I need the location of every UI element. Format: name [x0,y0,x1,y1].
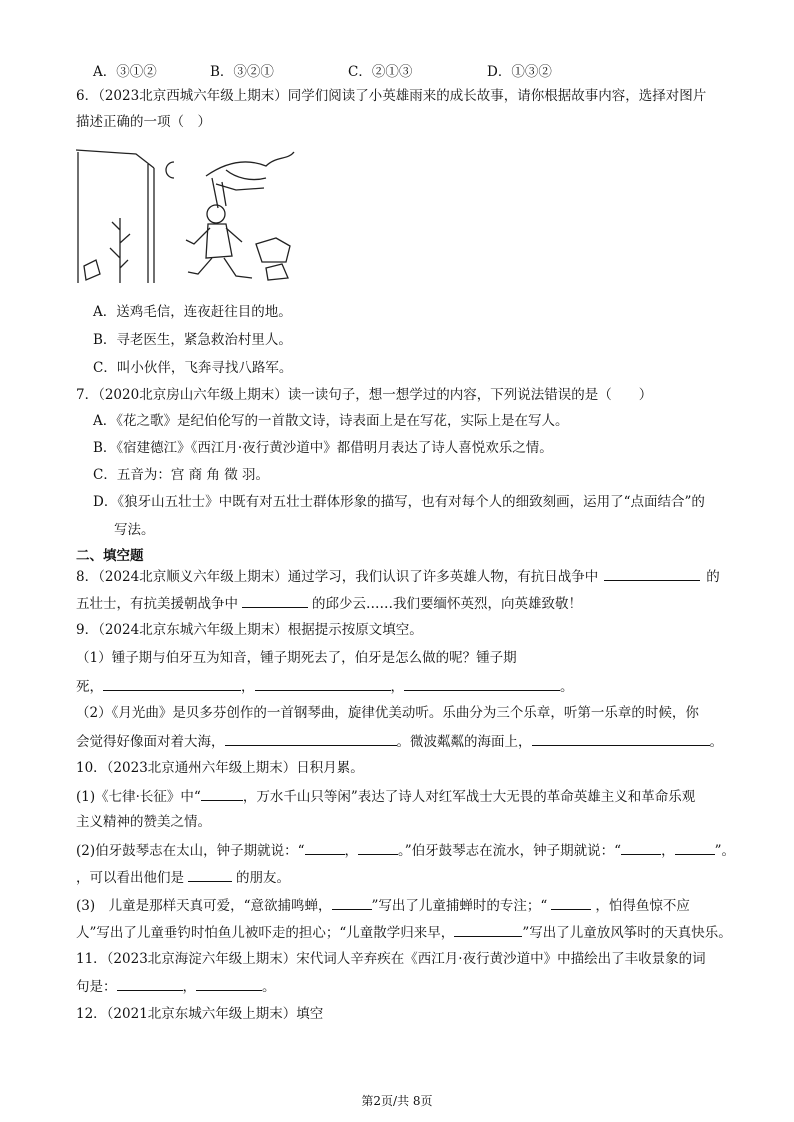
q8-text-b: 的 [706,569,720,585]
q10-p3-line2 [76,922,732,943]
q7-option-b: B．《宿建德江》《西江月·夜行黄沙道中》都借明月表达了诗人喜悦欢乐之情。 [93,440,553,456]
q10-blank-6[interactable] [188,867,232,882]
q10-text-b: ，万水千山只等闲”表达了诗人对红军战士大无畏的革命英雄主义和革命乐观 [242,789,696,805]
q9-blank-5[interactable] [532,731,710,746]
q9-text-sea: 会觉得好像面对着大海， [76,734,225,750]
q8-text-c: 五壮士，有抗美援朝战争中 [76,596,238,612]
q9-p1-line2 [76,676,574,697]
tree [206,152,294,190]
period: 。 [262,979,276,995]
boy-arm [186,228,242,244]
quote-end: ”。 [714,843,735,859]
story-illustration [76,148,298,290]
q11-line1: 11．（2023北京海淀六年级上期末）宋代词人辛弃疾在《西江月·夜行黄沙道中》中描绘出了丰收景象的词 [76,951,706,967]
q6-stem-line1: 6．（2023北京西城六年级上期末）同学们阅读了小英雄雨来的成长故事，请你根据故事内容，选择对图片 [76,88,707,104]
q10-p2-line2 [76,867,290,888]
comma: ， [390,679,404,695]
q10-text-d: 。”伯牙鼓琴志在流水，钟子期就说：“ [398,843,622,859]
q5-option-a: A．③①② [93,64,157,80]
q6-stem-line2: 描述正确的一项（ ） [76,114,211,130]
q10-text-c: (2)伯牙鼓琴志在太山，钟子期就说：“ [76,843,305,859]
q9-stem: 9．（2024北京东城六年级上期末）根据提示按原文填空。 [76,622,423,638]
q10-p3-line1 [76,895,690,916]
q5-option-b: B．③②① [210,64,274,80]
q8-blank-1[interactable] [604,566,700,581]
q10-blank-8[interactable] [551,895,591,910]
q10-blank-4[interactable] [621,840,661,855]
q9-blank-1[interactable] [103,676,241,691]
q9-text-wave: 。微波粼粼的海面上， [396,734,532,750]
q7-option-a: A．《花之歌》是纪伯伦写的一首散文诗，诗表面上是在写花，实际上是在写人。 [93,413,569,429]
q5-option-d: D．①③② [487,64,552,80]
q10-text-e: ，可以看出他们是 [76,870,184,886]
q9-blank-3[interactable] [404,676,560,691]
comma: ， [182,979,196,995]
q10-blank-1[interactable] [201,786,243,801]
boy-legs [188,258,252,278]
q9-p2-line1: （2）《月光曲》是贝多芬创作的一首钢琴曲，旋律优美动听。乐曲分为三个乐章，听第一乐章的时候，你 [76,705,699,721]
q6-option-b: B．寻老医生，紧急救治村里人。 [93,332,292,348]
rocks [256,238,290,280]
q10-text-h: ”写出了儿童捕蝉时的专注；“ [371,898,548,914]
period: 。 [709,734,723,750]
q7-stem: 7．（2020北京房山六年级上期末）读一读句子，想一想学过的内容，下列说法错误的是（ ） [76,387,653,403]
house-roof [76,150,154,168]
moon-icon [166,162,174,178]
q11-blank-2[interactable] [196,976,262,991]
q8-text-a: 8．（2024北京顺义六年级上期末）通过学习，我们认识了许多英雄人物，有抗日战争中 [76,569,599,585]
q11-line2 [76,976,276,997]
q8-text-d: 的邱少云……我们要缅怀英烈，向英雄致敬！ [312,596,582,612]
q10-blank-7[interactable] [332,895,372,910]
q6-option-a: A．送鸡毛信，连夜赶往目的地。 [93,304,292,320]
boy-head [207,205,225,223]
q7-option-d: D．《狼牙山五壮士》中既有对五壮士群体形象的描写，也有对每个人的细致刻画，运用了“点面结合”的 [93,494,705,510]
page-footer: 第2页/共 8页 [361,1094,433,1108]
q9-blank-2[interactable] [255,676,391,691]
plant [110,218,130,283]
q10-blank-5[interactable] [675,840,715,855]
period: 。 [560,679,574,695]
q9-p2-line2 [76,731,723,752]
q10-p1-line2: 主义精神的赞美之情。 [76,814,211,830]
q10-text-i: ，怕得鱼惊不应 [595,898,690,914]
q9-text-si: 死， [76,679,103,695]
q10-blank-9[interactable] [454,922,522,937]
q10-text-g: (3) 儿童是那样天真可爱，“意欲捕鸣蝉， [76,898,332,914]
q10-blank-3[interactable] [358,840,398,855]
q9-blank-4[interactable] [225,731,397,746]
q10-text-k: ”写出了儿童放风筝时的天真快乐。 [522,925,732,941]
q8-line1 [76,566,720,587]
q10-text-j: 人”写出了儿童垂钓时怕鱼儿被吓走的担心；“儿童散学归来早， [76,925,455,941]
q10-text-f: 的朋友。 [236,870,290,886]
q10-text-a: (1)《七律·长征》中“ [76,789,201,805]
q7-option-d-cont: 写法。 [114,522,155,538]
q11-blank-1[interactable] [117,976,183,991]
q9-p1-line1: （1）锺子期与伯牙互为知音，锺子期死去了，伯牙是怎么做的呢？锺子期 [76,650,517,666]
q12-line1: 12．（2021北京东城六年级上期末）填空 [76,1006,324,1022]
q10-blank-2[interactable] [305,840,345,855]
q10-stem: 10．（2023北京通州六年级上期末）日积月累。 [76,760,364,776]
q8-line2 [76,593,582,614]
q10-p2-line1 [76,840,735,861]
q5-option-c: C．②①③ [348,64,413,80]
q6-option-c: C．叫小伙伴，飞奔寻找八路军。 [93,360,293,376]
comma: ， [241,679,255,695]
section-title: 二、填空题 [76,548,144,564]
q11-text-a: 句是： [76,979,117,995]
comma: ， [344,843,359,859]
q7-option-c: C．五音为：宫 商 角 徵 羽。 [93,467,269,483]
q10-p1-line1 [76,786,695,807]
q8-blank-2[interactable] [242,593,308,608]
comma: ， [661,843,675,859]
